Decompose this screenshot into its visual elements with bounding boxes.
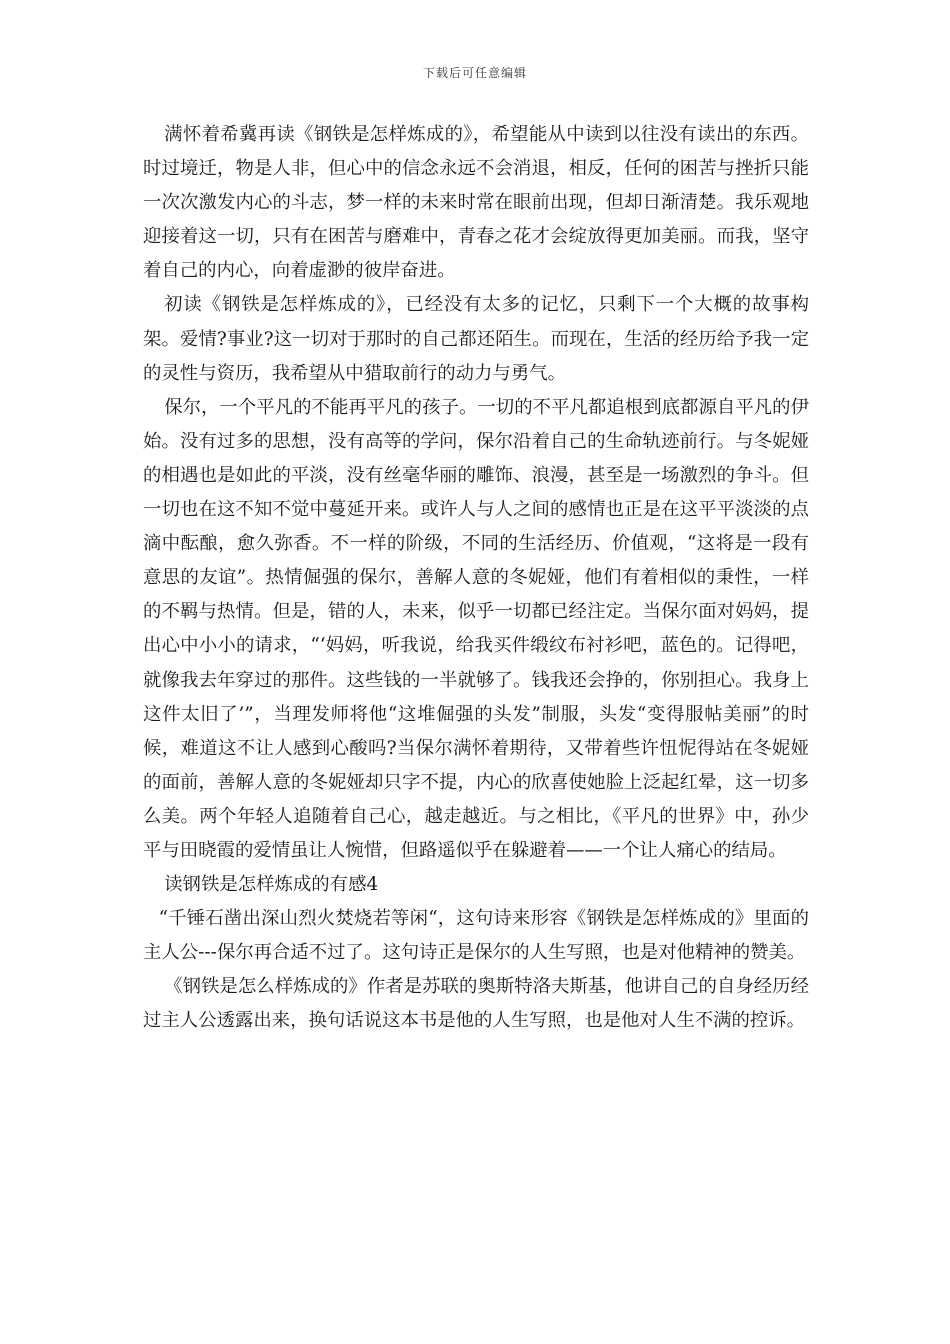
paragraph-reread-intro: 满怀着希冀再读《钢铁是怎样炼成的》，希望能从中读到以往没有读出的东西。时过境迁，物是人非，但心中的信念永远不会消退，相反，任何的困苦与挫折只能一次次激发内心的斗志，梦一样的未来时常在眼前出现，但却日渐清楚。我乐观地迎接着这一切，只有在困苦与磨难中，青春之花才会绽放得更加美丽。而我，坚守着自己的内心，向着虚渺的彼岸奋进。 xyxy=(143,124,809,282)
paragraph-first-reading: 初读《钢铁是怎样炼成的》，已经没有太多的记忆，只剩下一个大概的故事构架。爱情?事业?这一切对于那时的自己都还陌生。而现在，生活的经历给予我一定的灵性与资历，我希望从中猎取前行的动力与勇气。 xyxy=(143,294,809,384)
header-note: 下载后可任意编辑 xyxy=(422,66,527,80)
paragraph-paul-tonia: 保尔，一个平凡的不能再平凡的孩子。一切的不平凡都追根到底都源自平凡的伊始。没有过多的思想，没有高等的学问，保尔沿着自己的生命轨迹前行。与冬妮娅的相遇也是如此的平淡，没有丝毫华丽的雕饰、浪漫，甚至是一场激烈的争斗。但一切也在这不知不觉中蔓延开来。或许人与人之间的感情也正是在这平平淡淡的点滴中酝酿，愈久弥香。不一样的阶级，不同的生活经历、价值观，“这将是一段有意思的友谊”。热情倔强的保尔，善解人意的冬妮娅，他们有着相似的秉性，一样的不羁与热情。但是，错的人，未来，似乎一切都已经注定。当保尔面对妈妈，提出心中小小的请求，“‘妈妈，听我说，给我买件缎纹布衬衫吧，蓝色的。记得吧，就像我去年穿过的那件。这些钱的一半就够了。钱我还会挣的，你别担心。我身上这件太旧了’”，当理发师将他“这堆倔强的头发”制服，头发“变得服帖美丽”的时候，难道这不让人感到心酸吗?当保尔满怀着期待，又带着些许忸怩得站在冬妮娅的面前，善解人意的冬妮娅却只字不提，内心的欣喜使她脸上泛起红晕，这一切多么美。两个年轻人追随着自己心，越走越近。与之相比，《平凡的世界》中，孙少平与田晓霞的爱情虽让人惋惜，但路遥似乎在躲避着——一个让人痛心的结局。 xyxy=(143,396,809,861)
section-heading: 读钢铁是怎样炼成的有感4 xyxy=(164,874,379,896)
document-body xyxy=(143,118,809,1039)
paragraph-author: 《钢铁是怎么样炼成的》作者是苏联的奥斯特洛夫斯基，他讲自己的自身经历经过主人公透露出来，换句话说这本书是他的人生写照，也是他对人生不满的控诉。 xyxy=(143,976,809,1032)
paragraph-poem-quote: “千锤石凿出深山烈火焚烧若等闲“，这句诗来形容《钢铁是怎样炼成的》里面的主人公---保尔再合适不过了。这句诗正是保尔的人生写照，也是对他精神的赞美。 xyxy=(143,908,809,964)
